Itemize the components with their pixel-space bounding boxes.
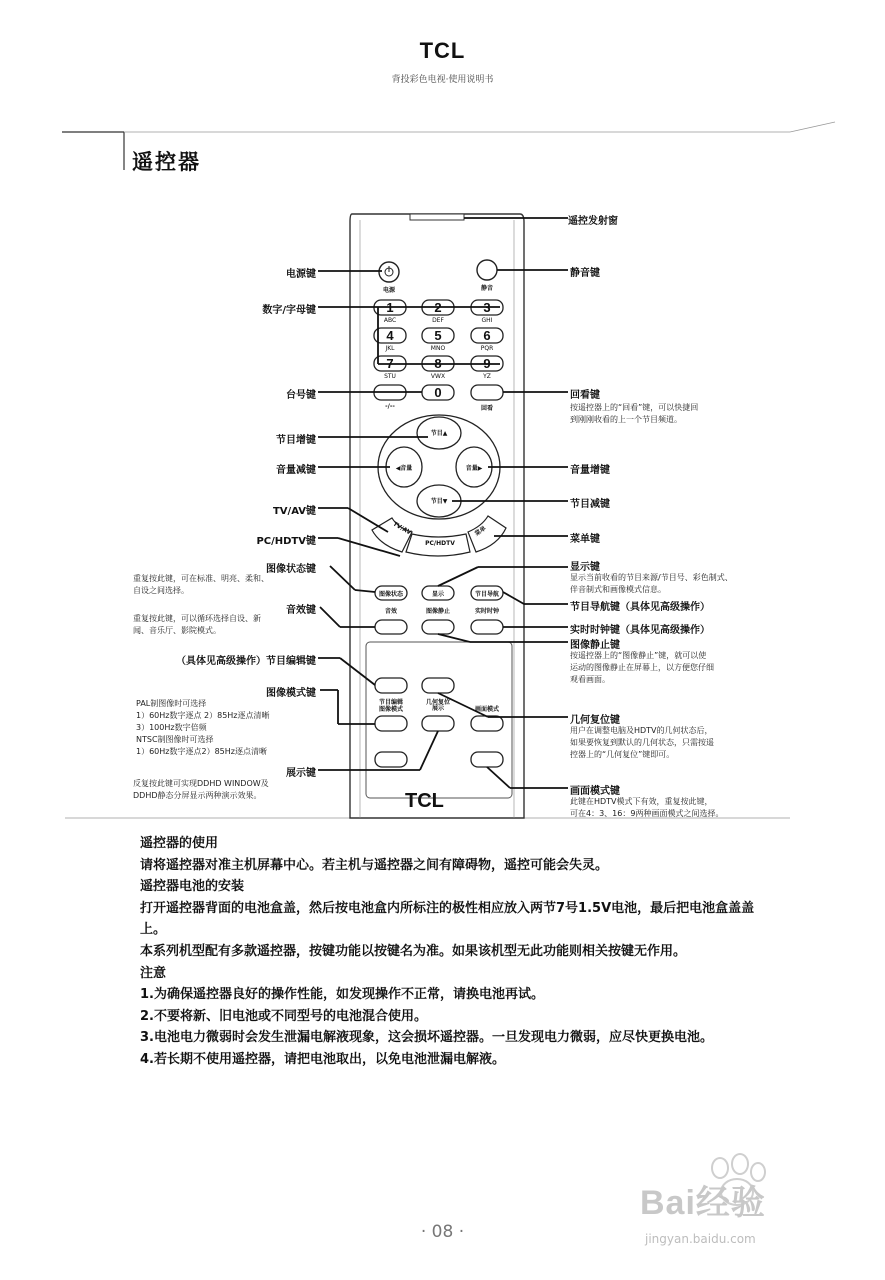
nav-button-label: 节目导航	[474, 591, 499, 598]
power-key-callout: 电源键	[286, 269, 316, 280]
caution-item-1: 1.为确保遥控器良好的操作性能，如发现操作不正常，请换电池再试。	[140, 987, 544, 1003]
show-key-callout: 展示键	[286, 768, 316, 779]
ir-window-callout: 遥控发射窗	[568, 216, 618, 227]
sound-button-label: 音效	[384, 608, 397, 615]
nav-key-callout: 节目导航键（具体见高级操作）	[570, 602, 710, 613]
digit-4-letters: JKL	[385, 345, 395, 352]
digit-5-button: 5	[434, 328, 442, 343]
digit-7-button: 7	[386, 356, 394, 371]
usage-heading: 遥控器的使用	[140, 836, 219, 851]
channel-up-label: 节目▲	[430, 430, 448, 437]
display-button-label: 显示	[431, 591, 444, 598]
battery-paragraph: 打开遥控器背面的电池盒盖，然后按电池盒内所标注的极性相应放入两节7号1.5V电池，最后把电池盒盖盖上。	[140, 900, 755, 938]
clock-button-label: 实时时钟	[474, 608, 499, 615]
sound-key-callout: 音效键	[286, 605, 316, 616]
freeze-key-note: 按遥控器上的“图像静止”键，就可以使 运动的图像静止在屏幕上，以方便您仔细 观看画面。	[570, 651, 714, 684]
page-number: · 08 ·	[420, 1222, 465, 1242]
screen-mode-note: 此键在HDTV模式下有效，重复按此键， 可在4：3、16：9两种画面模式之间选择。	[570, 797, 724, 818]
picture-mode-note: PAL制图像时可选择 1）60Hz数字逐点 2）85Hz逐点清晰 3）100Hz数字倍频 NTSC制图像时可选择 1）60Hz数字逐点2）85Hz逐点清晰	[136, 699, 270, 756]
manual-subtitle: 背投彩色电视·使用说明书	[391, 75, 494, 85]
digit-6-letters: PQR	[480, 345, 494, 352]
display-key-note: 显示当前收看的节目来源/节目号、彩色制式、 伴音制式和画像模式信息。	[570, 573, 733, 594]
caution-item-3: 3.电池电力微弱时会发生泄漏电解液现象，这会损坏遥控器。一旦发现电力微弱，应尽快更换电池。	[140, 1030, 713, 1046]
freeze-key-callout: 图像静止键	[570, 640, 620, 651]
digit-8-button: 8	[434, 356, 442, 371]
volume-up-label: 音量▶	[465, 465, 483, 472]
display-key-callout: 显示键	[570, 562, 600, 573]
digit-8-letters: VWX	[430, 373, 446, 380]
digit-3-letters: GHI	[481, 317, 493, 324]
mute-button-shape	[477, 260, 497, 280]
digit-2-letters: DEF	[432, 317, 444, 324]
recall-key-callout: 回看键	[570, 390, 600, 401]
mute-key-callout: 静音键	[570, 268, 600, 279]
volume-down-label: ◀音量	[395, 465, 413, 472]
digit-0-button: 0	[434, 385, 442, 400]
edit-key-callout: （具体见高级操作）节目编辑键	[176, 656, 316, 667]
power-button-label: 电源	[382, 287, 395, 294]
brand-logo: TCL	[419, 38, 466, 63]
digit-4-button: 4	[386, 328, 394, 343]
geometry-reset-note: 用户在调整电脑及HDTV的几何状态后， 如果要恢复到默认的几何状态，只需按遥 控器上的“几何复位”键即可。	[570, 726, 714, 759]
screen-mode-button-label: 画面模式	[474, 706, 499, 713]
channel-down-callout: 节目减键	[570, 499, 610, 510]
recall-key-note: 按遥控器上的“回看”键，可以快捷回 到刚刚收看的上一个节目频道。	[570, 403, 699, 424]
caution-heading: 注意	[140, 965, 167, 981]
geometry-reset-button-label: 几何复位	[425, 699, 450, 706]
volume-down-callout: 音量减键	[276, 465, 316, 476]
digit-9-button: 9	[483, 356, 491, 371]
mute-button-label: 静音	[480, 285, 493, 292]
sound-key-note: 重复按此键，可以循环选择自设、新 闻、音乐厅、影院模式。	[133, 614, 261, 635]
tvav-key-callout: TV/AV键	[272, 506, 316, 517]
digit-3-button: 3	[483, 300, 491, 315]
usage-paragraph: 请将遥控器对准主机屏幕中心。若主机与遥控器之间有障碍物，遥控可能会失灵。	[140, 857, 609, 873]
digit-9-letters: YZ	[483, 373, 491, 380]
picture-state-button-label: 图像状态	[378, 591, 403, 598]
tvav-button-label: TV/AV	[391, 520, 413, 537]
menu-key-callout: 菜单键	[570, 534, 600, 545]
pchdtv-button-label: PC/HDTV	[425, 540, 455, 547]
digit-6-button: 6	[483, 328, 491, 343]
picture-state-note: 重复按此键，可在标准、明亮、柔和、 自设之间选择。	[133, 574, 269, 595]
watermark-brand: Bai经验	[640, 1184, 766, 1222]
edit-button-label: 节目编辑	[378, 699, 403, 706]
screen-mode-callout: 画面模式键	[570, 786, 620, 797]
channel-up-callout: 节目增键	[276, 435, 316, 446]
picture-state-callout: 图像状态键	[266, 564, 316, 575]
caution-item-4: 4.若长期不使用遥控器，请把电池取出，以免电池泄漏电解液。	[140, 1051, 505, 1067]
digit-7-letters: STU	[384, 373, 396, 380]
remote-brand-logo: TCL	[405, 790, 444, 812]
digit-2-button: 2	[434, 300, 442, 315]
section-title: 遥控器	[132, 150, 201, 174]
watermark-url: jingyan.baidu.com	[645, 1232, 756, 1246]
digit-5-letters: MNO	[430, 345, 446, 352]
freeze-button-label: 图像静止	[425, 608, 450, 615]
clock-key-callout: 实时时钟键（具体见高级操作）	[570, 625, 710, 636]
pchdtv-key-callout: PC/HDTV键	[256, 536, 316, 547]
battery-heading: 遥控器电池的安装	[140, 879, 245, 895]
dash-button-label: -/--	[385, 403, 395, 410]
caution-item-2: 2.不要将新、旧电池或不同型号的电池混合使用。	[140, 1008, 427, 1024]
volume-up-callout: 音量增键	[570, 465, 610, 476]
channel-number-callout: 台号键	[286, 390, 316, 401]
picture-mode-button-label: 图像模式	[378, 706, 403, 713]
show-button-label: 展示	[431, 705, 444, 712]
recall-button-label: 回看	[480, 405, 493, 412]
menu-button-label: 菜单	[473, 525, 488, 538]
picture-mode-callout: 图像模式键	[266, 688, 316, 699]
digit-1-letters: ABC	[383, 317, 397, 324]
channel-down-label: 节目▼	[430, 498, 448, 505]
show-key-note: 反复按此键可实现DDHD WINDOW及 DDHD静态分屏显示两种演示效果。	[133, 779, 269, 800]
model-note-paragraph: 本系列机型配有多款遥控器，按键功能以按键名为准。如果该机型无此功能则相关按键无作用。	[140, 943, 687, 959]
digit-key-callout: 数字/字母键	[262, 305, 316, 316]
usage-instructions	[140, 833, 780, 1071]
digit-1-button: 1	[386, 300, 394, 315]
geometry-reset-callout: 几何复位键	[570, 715, 620, 726]
